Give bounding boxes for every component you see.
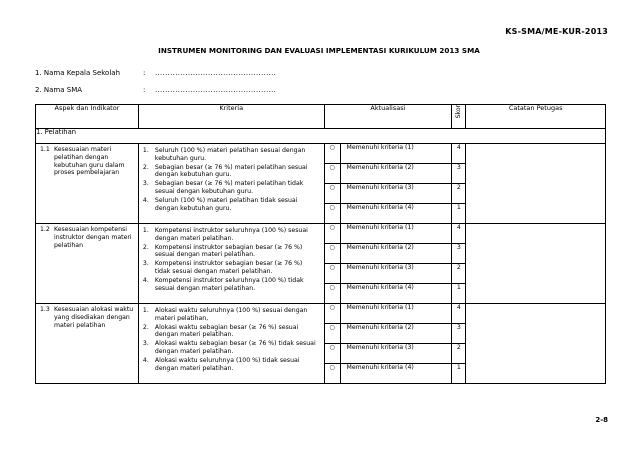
kriteria-number: 4. (142, 196, 149, 204)
skor-value: 1 (452, 284, 466, 304)
circle-option-icon[interactable]: ○ (329, 304, 335, 311)
aktualisasi-checkbox-cell[interactable] (324, 324, 340, 344)
circle-option-icon[interactable]: ○ (329, 264, 335, 271)
circle-option-icon[interactable]: ○ (329, 364, 335, 371)
aktualisasi-checkbox-cell[interactable] (324, 364, 340, 384)
catatan-cell[interactable] (466, 144, 606, 224)
kriteria-item (139, 276, 324, 293)
section-title: 1. Pelatihan (36, 129, 606, 144)
kriteria-text: Kompetensi instruktor seluruhnya (100 %) tidak sesuai dengan materi pelatihan. (154, 276, 304, 292)
circle-option-icon[interactable]: ○ (329, 144, 335, 151)
meta-nama-sma (35, 86, 435, 96)
meta-kepala-sekolah (35, 69, 435, 79)
skor-value: 4 (452, 224, 466, 244)
circle-option-icon[interactable]: ○ (329, 184, 335, 191)
aktualisasi-label: Memenuhi kriteria (3) (340, 184, 452, 204)
circle-option-icon[interactable]: ○ (329, 224, 335, 231)
table-row (36, 224, 606, 244)
aspek-cell (36, 304, 139, 384)
kriteria-item (139, 179, 324, 196)
header-aktualisasi: Aktualisasi (324, 105, 452, 129)
aspek-number: 1.1 (40, 146, 50, 153)
aspek-text: Kesesuaian alokasi waktu yang disediakan dengan materi pelatihan (54, 306, 134, 329)
kriteria-item (139, 196, 324, 213)
kriteria-item (139, 323, 324, 340)
meta-colon: : (143, 69, 146, 77)
header-catatan: Catatan Petugas (466, 105, 606, 129)
page-number: 2-8 (595, 416, 608, 424)
skor-value: 3 (452, 244, 466, 264)
aktualisasi-checkbox-cell[interactable] (324, 244, 340, 264)
aktualisasi-label: Memenuhi kriteria (2) (340, 324, 452, 344)
kriteria-number: 1. (142, 307, 149, 314)
kriteria-cell (138, 144, 324, 224)
kriteria-number: 1. (142, 147, 149, 154)
kriteria-number: 3. (142, 260, 149, 268)
kriteria-number: 3. (142, 340, 149, 348)
kriteria-number: 1. (142, 227, 149, 234)
table-row (36, 304, 606, 324)
meta-label: 2. Nama SMA (35, 86, 83, 94)
aktualisasi-label: Memenuhi kriteria (1) (340, 304, 452, 324)
skor-label: Skor (454, 105, 462, 119)
skor-value: 1 (452, 364, 466, 384)
aspek-cell (36, 144, 139, 224)
aspek-text: Kesesuaian kompetensi instruktor dengan materi pelatihan (54, 226, 132, 249)
aspek-wrap (40, 306, 134, 329)
kriteria-number: 4. (142, 276, 149, 284)
aspek-text: Kesesuaian materi pelatihan dengan kebutuhan guru dalam proses pembelajaran (54, 146, 125, 177)
aktualisasi-checkbox-cell[interactable] (324, 204, 340, 224)
aktualisasi-checkbox-cell[interactable] (324, 284, 340, 304)
kriteria-cell (138, 224, 324, 304)
skor-value: 3 (452, 324, 466, 344)
kriteria-number: 2. (142, 163, 149, 171)
aktualisasi-label: Memenuhi kriteria (1) (340, 144, 452, 164)
circle-option-icon[interactable]: ○ (329, 204, 335, 211)
kriteria-number: 4. (142, 356, 149, 364)
header-kriteria: Kriteria (138, 105, 324, 129)
aspek-wrap (40, 226, 134, 249)
meta-label: 1. Nama Kepala Sekolah (35, 69, 121, 77)
aktualisasi-checkbox-cell[interactable] (324, 344, 340, 364)
aktualisasi-checkbox-cell[interactable] (324, 144, 340, 164)
aspek-number: 1.2 (40, 226, 50, 233)
aktualisasi-label: Memenuhi kriteria (2) (340, 164, 452, 184)
header-aspek: Aspek dan Indikator (36, 105, 139, 129)
kriteria-text: Seluruh (100 %) materi pelatihan sesuai dengan kebutuhan guru. (154, 147, 306, 162)
circle-option-icon[interactable]: ○ (329, 284, 335, 291)
document-title: INSTRUMEN MONITORING DAN EVALUASI IMPLEMENTASI KURIKULUM 2013 SMA (158, 46, 480, 55)
kriteria-text: Seluruh (100 %) materi pelatihan tidak sesuai dengan kebutuhan guru. (154, 196, 298, 212)
kriteria-number: 2. (142, 243, 149, 251)
circle-option-icon[interactable]: ○ (329, 324, 335, 331)
table-header-row (36, 105, 606, 129)
aspek-cell (36, 224, 139, 304)
section-row (36, 129, 606, 144)
catatan-cell[interactable] (466, 224, 606, 304)
kriteria-text: Alokasi waktu seluruhnya (100 %) sesuai dengan materi pelatihan, (154, 307, 308, 322)
aktualisasi-label: Memenuhi kriteria (4) (340, 204, 452, 224)
kriteria-item (139, 259, 324, 276)
document-code: KS-SMA/ME-KUR-2013 (505, 27, 608, 36)
kriteria-text: Kompetensi instruktor seluruhnya (100 %) sesuai dengan materi pelatihan. (154, 227, 308, 242)
aspek-number: 1.3 (40, 306, 50, 313)
kriteria-text: Alokasi waktu sebagian besar (≥ 76 %) sesuai dengan materi pelatihan. (154, 323, 299, 339)
meta-value: ................................................ (155, 69, 277, 77)
kriteria-item (139, 339, 324, 356)
aktualisasi-checkbox-cell[interactable] (324, 224, 340, 244)
kriteria-item (139, 306, 324, 323)
skor-value: 3 (452, 164, 466, 184)
kriteria-text: Sebagian besar (≥ 76 %) materi pelatihan sesuai dengan kebutuhan guru. (154, 163, 308, 179)
kriteria-number: 2. (142, 323, 149, 331)
aktualisasi-checkbox-cell[interactable] (324, 184, 340, 204)
aktualisasi-label: Memenuhi kriteria (1) (340, 224, 452, 244)
skor-value: 2 (452, 184, 466, 204)
kriteria-item (139, 146, 324, 163)
skor-value: 1 (452, 204, 466, 224)
aktualisasi-checkbox-cell[interactable] (324, 304, 340, 324)
kriteria-item (139, 163, 324, 180)
kriteria-item (139, 356, 324, 373)
kriteria-text: Kompetensi instruktor sebagian besar (≥ 76 %) sesuai dengan materi pelatihan. (154, 243, 303, 259)
aktualisasi-label: Memenuhi kriteria (4) (340, 284, 452, 304)
aspek-wrap (40, 146, 134, 177)
skor-value: 4 (452, 304, 466, 324)
skor-value: 2 (452, 264, 466, 284)
aktualisasi-label: Memenuhi kriteria (4) (340, 364, 452, 384)
kriteria-text: Alokasi waktu sebagian besar (≥ 76 %) tidak sesuai dengan materi pelatihan. (154, 340, 316, 355)
aktualisasi-label: Memenuhi kriteria (2) (340, 244, 452, 264)
catatan-cell[interactable] (466, 304, 606, 384)
kriteria-cell (138, 304, 324, 384)
kriteria-text: Kompetensi instruktor sebagian besar (≥ 76 %) tidak sesuai dengan materi pelatihan. (154, 260, 303, 275)
kriteria-text: Sebagian besar (≥ 76 %) materi pelatihan tidak sesuai dengan kebutuhan guru. (154, 180, 304, 195)
header-skor (452, 105, 466, 129)
skor-value: 2 (452, 344, 466, 364)
aktualisasi-checkbox-cell[interactable] (324, 264, 340, 284)
kriteria-number: 3. (142, 180, 149, 188)
kriteria-item (139, 243, 324, 260)
monitoring-table (35, 104, 606, 384)
table-row (36, 144, 606, 164)
kriteria-item (139, 226, 324, 243)
aktualisasi-label: Memenuhi kriteria (3) (340, 264, 452, 284)
circle-option-icon[interactable]: ○ (329, 344, 335, 351)
meta-colon: : (143, 86, 146, 94)
circle-option-icon[interactable]: ○ (329, 244, 335, 251)
aktualisasi-checkbox-cell[interactable] (324, 164, 340, 184)
meta-value: ................................................ (155, 86, 277, 94)
skor-value: 4 (452, 144, 466, 164)
kriteria-text: Alokasi waktu seluruhnya (100 %) tidak sesuai dengan materi pelatihan. (154, 356, 300, 372)
aktualisasi-label: Memenuhi kriteria (3) (340, 344, 452, 364)
circle-option-icon[interactable]: ○ (329, 164, 335, 171)
